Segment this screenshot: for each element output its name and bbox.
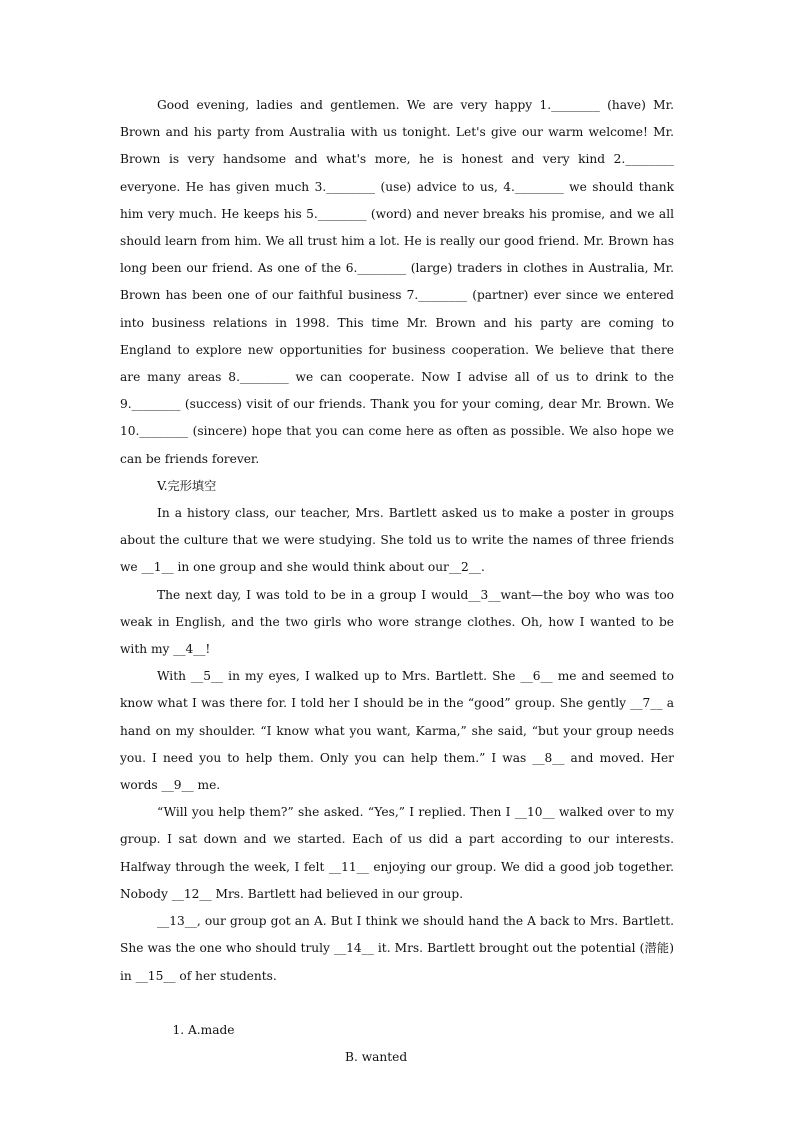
- cloze-paragraph-3: With __5__ in my eyes, I walked up to Mrs. Bartlett. She __6__ me and seemed to know what I was there for. I told her I should be in the “good” group. She gently __7__ a hand on my shoulder. “I know what you want, Karma,” she said, “but your group needs you. I need you to help them. Only you can help them.” I was __8__ and moved. Her words __9__ me.: [120, 669, 674, 793]
- option-line-1: [120, 990, 674, 1099]
- cloze-paragraph-2: The next day, I was told to be in a group I would__3__want—the boy who was too weak in English, and the two girls who wore strange clothes. Oh, how I wanted to be with my __4__!: [120, 587, 674, 657]
- cloze-paragraph-1: In a history class, our teacher, Mrs. Bartlett asked us to make a poster in groups about the culture that we were studying. She told us to write the names of three friends we __1__ in one group and she would think about our__2__.: [120, 506, 674, 575]
- section-heading-cloze: V.完形填空: [157, 478, 217, 493]
- cloze-paragraph-5: __13__, our group got an A. But I think we should hand the A back to Mrs. Bartlett. She was the one who should truly __14__ it. Mrs. Bartlett brought out the potential (潜能) in __15__ of her students.: [120, 914, 674, 983]
- option-a: 1. A.made: [172, 1022, 235, 1037]
- cloze-paragraph-4: “Will you help them?” she asked. “Yes,” I replied. Then I __10__ walked over to my group. I sat down and we started. Each of us did a part according to our interests. Halfway through the week, I felt __11__ enjoying our group. We did a good job together. Nobody __12__ Mrs. Bartlett had believed in our group.: [120, 805, 674, 901]
- fill-in-passage: Good evening, ladies and gentlemen. We are very happy 1.________ (have) Mr. Brown and his party from Australia with us tonight. Let's give our warm welcome! Mr. Brown is very handsome and what's more, he is honest and very kind 2.________ everyone. He has given much 3.________ (use) advice to us, 4.________ we should thank him very much. He keeps his 5.________ (word) and never breaks his promise, and we all should learn from him. We all trust him a lot. He is really our good friend. Mr. Brown has long been our friend. As one of the 6.________ (large) traders in clothes in Australia, Mr. Brown has been one of our faithful business 7.________ (partner) ever since we entered into business relations in 1998. This time Mr. Brown and his party are coming to England to explore new opportunities for business cooperation. We believe that there are many areas 8.________ we can cooperate. Now I advise all of us to drink to the 9.________ (success) visit of our friends. Thank you for your coming, dear Mr. Brown. We 10.________ (sincere) hope that you can come here as often as possible. We also hope we can be friends forever.: [120, 98, 674, 466]
- document-page: [120, 92, 674, 1099]
- option-b: B. wanted: [345, 1050, 408, 1065]
